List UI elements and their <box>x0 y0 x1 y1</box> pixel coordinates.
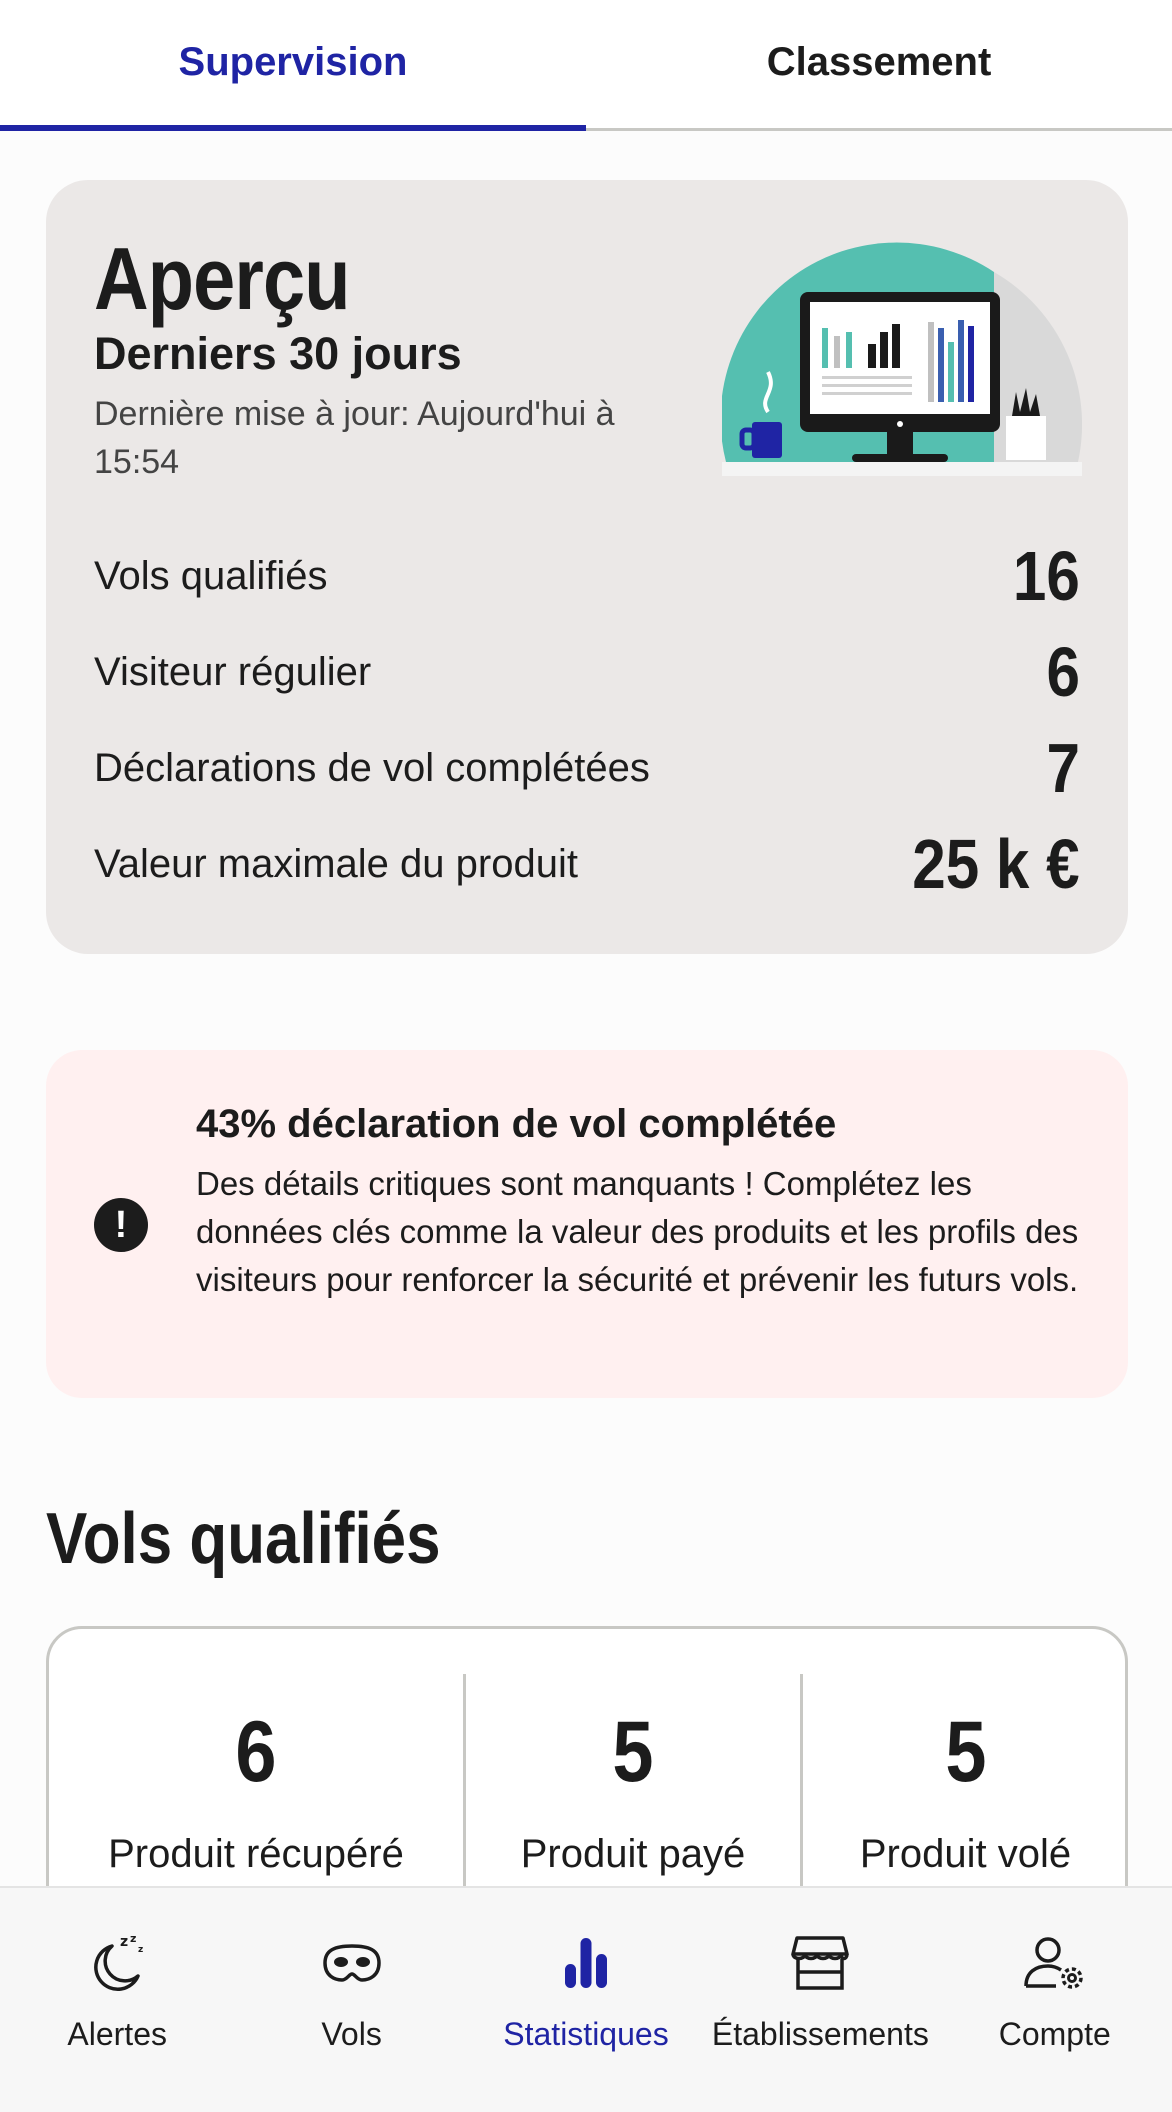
nav-statistiques[interactable] <box>469 1888 703 2112</box>
mask-icon <box>317 1928 387 1998</box>
stat-row-qualified-thefts <box>94 536 1080 616</box>
qualified-label: Produit payé <box>520 1832 746 1876</box>
nav-label: Vols <box>321 2016 382 2052</box>
stat-label: Visiteur régulier <box>94 649 372 694</box>
stat-value: 6 <box>1046 633 1080 711</box>
nav-label: Compte <box>998 2016 1111 2052</box>
qualified-section-title: Vols qualifiés <box>46 1499 441 1579</box>
alert-body: Des détails critiques sont manquants ! Complétez les données clés comme la valeur des produits et les profils des visiteurs pour renforcer la sécurité et prévenir les futurs vols. <box>196 1165 1079 1298</box>
qualified-value: 5 <box>944 1704 987 1800</box>
stat-value: 25 k € <box>912 825 1080 903</box>
qualified-value: 6 <box>235 1704 277 1800</box>
svg-text:z: z <box>130 1932 137 1945</box>
nav-label: Établissements <box>711 2016 929 2052</box>
svg-text:z: z <box>120 1934 129 1950</box>
qualified-label: Produit volé <box>859 1832 1072 1876</box>
completion-alert[interactable] <box>46 1050 1128 1398</box>
qualified-item-stolen[interactable] <box>803 1629 1128 1929</box>
svg-text:z: z <box>138 1945 144 1955</box>
qualified-item-paid[interactable] <box>466 1629 800 1929</box>
alert-title: 43% déclaration de vol complétée <box>196 1102 837 1146</box>
overview-title: Aperçu <box>94 229 350 328</box>
sleep-moon-icon <box>82 1928 152 1998</box>
user-settings-icon <box>1020 1928 1090 1998</box>
tab-supervision[interactable]: Supervision <box>0 0 586 128</box>
tab-classement[interactable]: Classement <box>766 39 992 84</box>
qualified-value: 5 <box>612 1704 654 1800</box>
bottom-navigation <box>0 1886 1172 2112</box>
nav-etablissements[interactable] <box>703 1888 937 2112</box>
last-updated: Dernière mise à jour: Aujourd'hui à 15:54 <box>94 395 615 481</box>
nav-label: Statistiques <box>503 2016 669 2052</box>
exclamation-icon: ! <box>94 1198 148 1252</box>
stat-row-completed-declarations <box>94 728 1080 808</box>
qualified-item-recovered[interactable] <box>49 1629 463 1929</box>
stat-row-regular-visitor <box>94 632 1080 712</box>
dashboard-illustration <box>722 232 1082 482</box>
nav-compte[interactable] <box>938 1888 1172 2112</box>
overview-card <box>46 180 1128 954</box>
stat-label: Déclarations de vol complétées <box>94 745 650 790</box>
stat-value: 7 <box>1046 729 1080 807</box>
stat-label: Vols qualifiés <box>94 553 328 598</box>
stat-row-max-product-value <box>94 824 1080 904</box>
bar-chart-icon <box>551 1928 621 1998</box>
nav-label: Alertes <box>67 2016 167 2052</box>
nav-alertes[interactable] <box>0 1888 234 2112</box>
stat-value: 16 <box>1013 537 1080 615</box>
overview-period: Derniers 30 jours <box>94 328 462 379</box>
top-tabs <box>0 0 1172 131</box>
store-icon <box>785 1928 855 1998</box>
stat-label: Valeur maximale du produit <box>94 841 578 886</box>
qualified-label: Produit récupéré <box>108 1832 404 1876</box>
nav-vols[interactable] <box>234 1888 468 2112</box>
